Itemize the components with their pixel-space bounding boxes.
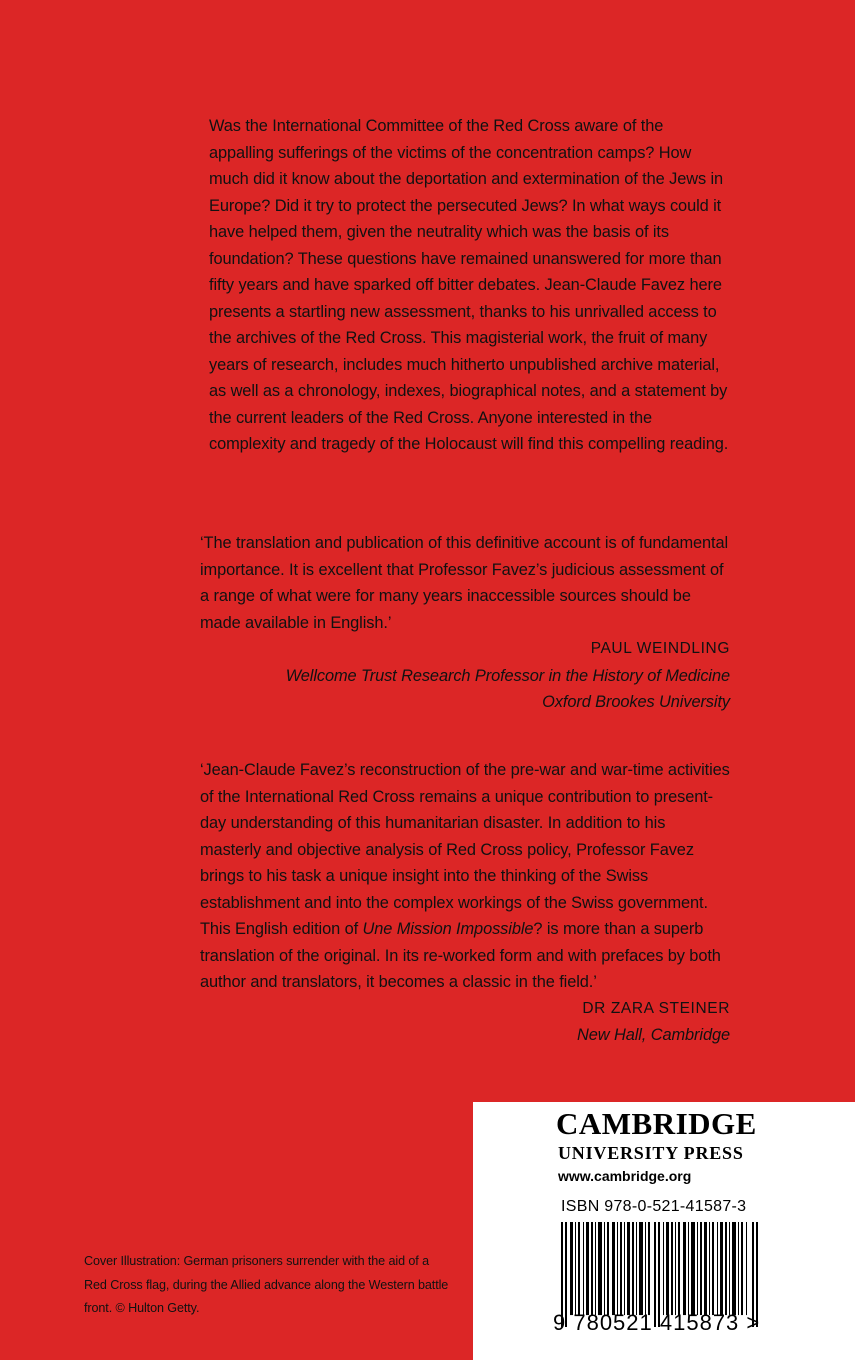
publisher-logo-sub: UNIVERSITY PRESS — [558, 1143, 744, 1163]
blurb-paragraph: Was the International Committee of the Red Cross aware of the appalling sufferings of the victims of the concentration camps? How much did it know about the deportation and extermination of the Jews in Europe? Did it try to protect the persecuted Jews? In what ways could it have helped them, given the neutrality which was the basis of its foundation? These questions have remained unanswered for more than fifty years and have sparked off bitter debates. Jean-Claude Favez here presents a startling new assessment, thanks to his unrivalled access to the archives of the Red Cross. This magisterial work, the fruit of many years of research, includes much hitherto unpublished archive material, as well as a chronology, indexes, biographical notes, and a statement by the current leaders of the Red Cross. Anyone interested in the complexity and tragedy of the Holocaust will find this compelling reading. — [209, 117, 729, 453]
quote-text — [200, 757, 730, 996]
quote-attribution — [200, 636, 730, 716]
quoted-book-title: Une Mission Impossible — [362, 920, 534, 938]
quote-text-part: ‘Jean-Claude Favez’s reconstruction of the pre-war and war-time activities of the International Red Cross remains a unique contribution to present-day understanding of this humanitarian disaster. In addition to his masterly and objective analysis of Red Cross policy, Professor Favez brings to his task a unique insight into the thinking of the Swiss establishment and into the complex workings of the Swiss government. This English edition of — [200, 761, 730, 938]
reviewer-name: DR ZARA STEINER — [582, 999, 730, 1017]
reviewer-affiliation: New Hall, Cambridge — [577, 1026, 730, 1044]
quote-text: ‘The translation and publication of this definitive account is of fundamental importance. It is excellent that Professor Favez’s judicious assessment of a range of what were for many years inaccessible sources should be made available in English.’ — [200, 534, 729, 632]
publisher-logo-name: CAMBRIDGE — [556, 1106, 757, 1141]
quote-text-part: ? is more than a superb translation of the original. In its re-worked form and with prefaces by both author and translators, it becomes a classic in the field.’ — [200, 920, 721, 991]
reviewer-title: Wellcome Trust Research Professor in the History of Medicine — [285, 666, 730, 685]
reviewer-name: PAUL WEINDLING — [590, 640, 730, 657]
barcode-digits: 9 780521 415873 > — [553, 1310, 761, 1335]
quote-attribution — [200, 996, 730, 1049]
isbn-label: ISBN 978-0-521-41587-3 — [561, 1198, 747, 1215]
publisher-panel — [473, 1102, 855, 1360]
cover-illustration-credit: Cover Illustration: German prisoners surrender with the aid of a Red Cross flag, during the Allied advance along the Western battle front. © Hulton Getty. — [84, 1254, 449, 1315]
review-quote-steiner — [200, 757, 730, 1049]
publisher-url: www.cambridge.org — [558, 1168, 692, 1184]
review-quote-weindling — [200, 530, 730, 716]
reviewer-affiliation: Oxford Brookes University — [542, 693, 730, 711]
